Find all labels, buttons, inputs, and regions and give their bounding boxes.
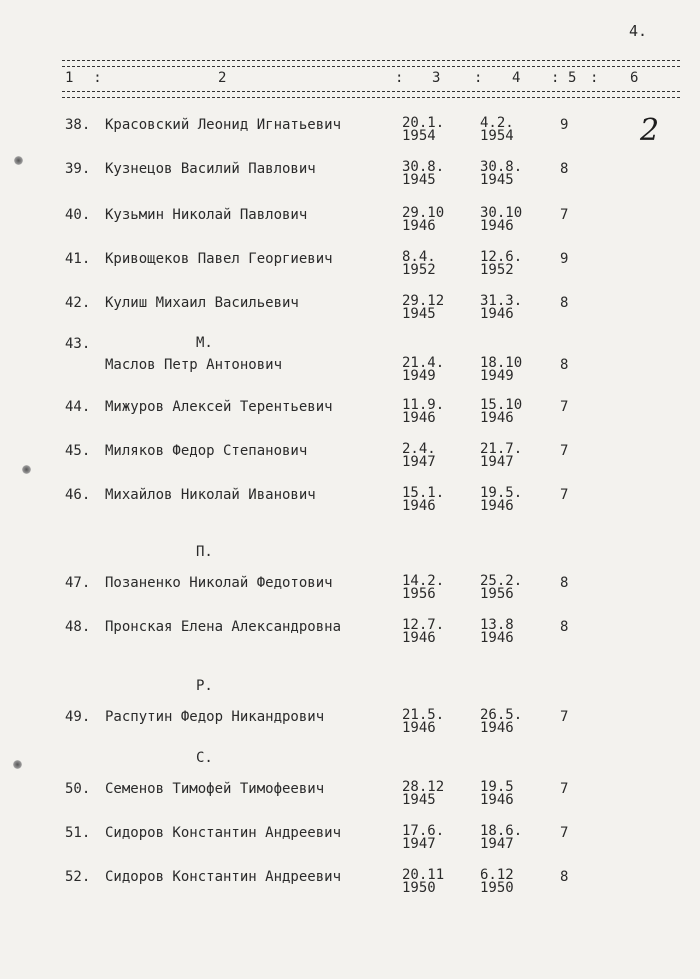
date-col-4 <box>480 357 540 383</box>
col-sep-4: : <box>590 70 600 86</box>
person-name: Пронская Елена Александровна <box>105 619 342 635</box>
col-header-5: 5 <box>568 70 578 86</box>
person-name: Позаненко Николай Федотович <box>105 575 333 591</box>
date-year: 1947 <box>402 836 436 852</box>
date-year: 1954 <box>480 128 514 144</box>
date-year: 1946 <box>402 498 436 514</box>
col-header-3: 3 <box>432 70 442 86</box>
date-day-month: 18.6. <box>480 823 523 839</box>
date-day-month: 25.2. <box>480 573 523 589</box>
date-day-month: 29.10 <box>402 205 445 221</box>
person-name: Распутин Федор Никандрович <box>105 709 325 725</box>
table-row <box>0 619 700 659</box>
date-day-month: 28.12 <box>402 779 445 795</box>
date-year: 1949 <box>402 368 436 384</box>
row-number: 46. <box>65 487 91 503</box>
table-row <box>0 709 700 749</box>
date-day-month: 26.5. <box>480 707 523 723</box>
date-year: 1956 <box>480 586 514 602</box>
person-name: Маслов Петр Антонович <box>105 357 283 373</box>
date-col-3 <box>402 781 462 807</box>
date-col-4 <box>480 825 540 851</box>
date-col-4 <box>480 399 540 425</box>
row-number: 50. <box>65 781 91 797</box>
person-name: Кулиш Михаил Васильевич <box>105 295 299 311</box>
punch-hole <box>14 156 23 165</box>
row-number: 40. <box>65 207 91 223</box>
person-name: Кузьмин Николай Павлович <box>105 207 308 223</box>
row-number: 51. <box>65 825 91 841</box>
person-name: Семенов Тимофей Тимофеевич <box>105 781 325 797</box>
table-row <box>0 487 700 527</box>
col-5-value: 8 <box>560 161 569 177</box>
table-row <box>0 575 700 615</box>
table-row <box>0 251 700 291</box>
person-name: Миляков Федор Степанович <box>105 443 308 459</box>
handwritten-mark: 2 <box>640 113 660 148</box>
person-name: Кривощеков Павел Георгиевич <box>105 251 333 267</box>
col-header-6: 6 <box>630 70 640 86</box>
table-row <box>0 207 700 247</box>
col-sep-1: : <box>395 70 405 86</box>
col-5-value: 7 <box>560 825 569 841</box>
row-number: 41. <box>65 251 91 267</box>
date-year: 1952 <box>402 262 436 278</box>
section-letter-p: П. <box>196 544 213 560</box>
date-col-4 <box>480 575 540 601</box>
row-number: 42. <box>65 295 91 311</box>
table-row <box>0 781 700 821</box>
col-5-value: 8 <box>560 357 569 373</box>
table-row <box>0 295 700 335</box>
date-col-3 <box>402 709 462 735</box>
date-year: 1947 <box>480 836 514 852</box>
date-year: 1947 <box>402 454 436 470</box>
date-day-month: 21.4. <box>402 355 445 371</box>
date-day-month: 20.1. <box>402 115 445 131</box>
date-day-month: 29.12 <box>402 293 445 309</box>
col-sep-2: : <box>474 70 484 86</box>
date-day-month: 8.4. <box>402 249 436 265</box>
row-number: 52. <box>65 869 91 885</box>
row-number: 47. <box>65 575 91 591</box>
row-number: 43. <box>65 336 91 352</box>
date-year: 1946 <box>402 218 436 234</box>
col-5-value: 8 <box>560 869 569 885</box>
date-col-3 <box>402 207 462 233</box>
section-letter-s: С. <box>196 750 213 766</box>
section-letter-m: М. <box>196 335 213 351</box>
date-col-3 <box>402 295 462 321</box>
date-day-month: 20.11 <box>402 867 445 883</box>
date-col-3 <box>402 575 462 601</box>
date-year: 1946 <box>402 410 436 426</box>
person-name: Красовский Леонид Игнатьевич <box>105 117 342 133</box>
header-rule-top <box>62 60 680 67</box>
punch-hole <box>22 465 31 474</box>
date-year: 1946 <box>480 720 514 736</box>
date-year: 1945 <box>402 792 436 808</box>
date-day-month: 30.10 <box>480 205 523 221</box>
date-day-month: 19.5 <box>480 779 514 795</box>
col-sep-3: : <box>551 70 561 86</box>
row-number: 45. <box>65 443 91 459</box>
date-col-3 <box>402 869 462 895</box>
table-row <box>0 443 700 483</box>
date-col-4 <box>480 207 540 233</box>
col-5-value: 8 <box>560 619 569 635</box>
date-day-month: 17.6. <box>402 823 445 839</box>
date-col-3 <box>402 825 462 851</box>
date-col-4 <box>480 781 540 807</box>
row-number: 49. <box>65 709 91 725</box>
date-year: 1946 <box>480 498 514 514</box>
date-day-month: 2.4. <box>402 441 436 457</box>
date-day-month: 15.10 <box>480 397 523 413</box>
date-day-month: 18.10 <box>480 355 523 371</box>
date-day-month: 21.5. <box>402 707 445 723</box>
col-header-1: 1 : <box>65 70 103 86</box>
row-number: 38. <box>65 117 91 133</box>
person-name: Сидоров Константин Андреевич <box>105 825 342 841</box>
date-day-month: 21.7. <box>480 441 523 457</box>
date-year: 1946 <box>480 218 514 234</box>
date-day-month: 13.8 <box>480 617 514 633</box>
col-header-4: 4 <box>512 70 522 86</box>
date-col-3 <box>402 399 462 425</box>
col-5-value: 7 <box>560 399 569 415</box>
person-name: Михайлов Николай Иванович <box>105 487 316 503</box>
date-col-4 <box>480 161 540 187</box>
date-col-3 <box>402 251 462 277</box>
date-year: 1949 <box>480 368 514 384</box>
date-year: 1946 <box>480 306 514 322</box>
page-number: 4. <box>629 22 648 40</box>
col-5-value: 7 <box>560 709 569 725</box>
date-col-4 <box>480 251 540 277</box>
date-year: 1950 <box>480 880 514 896</box>
date-day-month: 11.9. <box>402 397 445 413</box>
punch-hole <box>13 760 22 769</box>
table-row <box>0 869 700 909</box>
date-year: 1946 <box>480 630 514 646</box>
table-row <box>0 399 700 439</box>
row-number: 48. <box>65 619 91 635</box>
section-letter-r: Р. <box>196 678 213 694</box>
date-col-4 <box>480 869 540 895</box>
date-day-month: 19.5. <box>480 485 523 501</box>
table-row <box>0 117 700 157</box>
person-name: Кузнецов Василий Павлович <box>105 161 316 177</box>
col-header-2: 2 <box>218 70 228 86</box>
table-row <box>0 336 700 397</box>
date-year: 1956 <box>402 586 436 602</box>
date-year: 1945 <box>402 306 436 322</box>
date-day-month: 31.3. <box>480 293 523 309</box>
date-col-3 <box>402 117 462 143</box>
date-year: 1945 <box>402 172 436 188</box>
col-5-value: 8 <box>560 295 569 311</box>
col-5-value: 7 <box>560 443 569 459</box>
date-year: 1952 <box>480 262 514 278</box>
date-day-month: 12.7. <box>402 617 445 633</box>
date-day-month: 6.12 <box>480 867 514 883</box>
table-row <box>0 161 700 201</box>
date-day-month: 12.6. <box>480 249 523 265</box>
date-year: 1946 <box>480 792 514 808</box>
col-5-value: 9 <box>560 117 569 133</box>
col-5-value: 7 <box>560 487 569 503</box>
date-year: 1947 <box>480 454 514 470</box>
date-year: 1945 <box>480 172 514 188</box>
date-year: 1946 <box>402 720 436 736</box>
date-col-3 <box>402 161 462 187</box>
table-row <box>0 825 700 865</box>
col-5-value: 9 <box>560 251 569 267</box>
date-col-3 <box>402 619 462 645</box>
date-year: 1954 <box>402 128 436 144</box>
person-name: Сидоров Константин Андреевич <box>105 869 342 885</box>
date-day-month: 15.1. <box>402 485 445 501</box>
col-5-value: 8 <box>560 575 569 591</box>
col-5-value: 7 <box>560 207 569 223</box>
date-col-4 <box>480 709 540 735</box>
header-rule-bottom <box>62 91 680 98</box>
date-day-month: 30.8. <box>402 159 445 175</box>
date-day-month: 4.2. <box>480 115 514 131</box>
date-year: 1950 <box>402 880 436 896</box>
row-number: 44. <box>65 399 91 415</box>
row-number: 39. <box>65 161 91 177</box>
date-col-4 <box>480 295 540 321</box>
date-col-4 <box>480 443 540 469</box>
date-col-4 <box>480 619 540 645</box>
date-day-month: 14.2. <box>402 573 445 589</box>
date-col-4 <box>480 487 540 513</box>
date-year: 1946 <box>480 410 514 426</box>
date-year: 1946 <box>402 630 436 646</box>
person-name: Мижуров Алексей Терентьевич <box>105 399 333 415</box>
col-5-value: 7 <box>560 781 569 797</box>
date-col-3 <box>402 487 462 513</box>
date-col-3 <box>402 443 462 469</box>
date-day-month: 30.8. <box>480 159 523 175</box>
date-col-4 <box>480 117 540 143</box>
date-col-3 <box>402 357 462 383</box>
